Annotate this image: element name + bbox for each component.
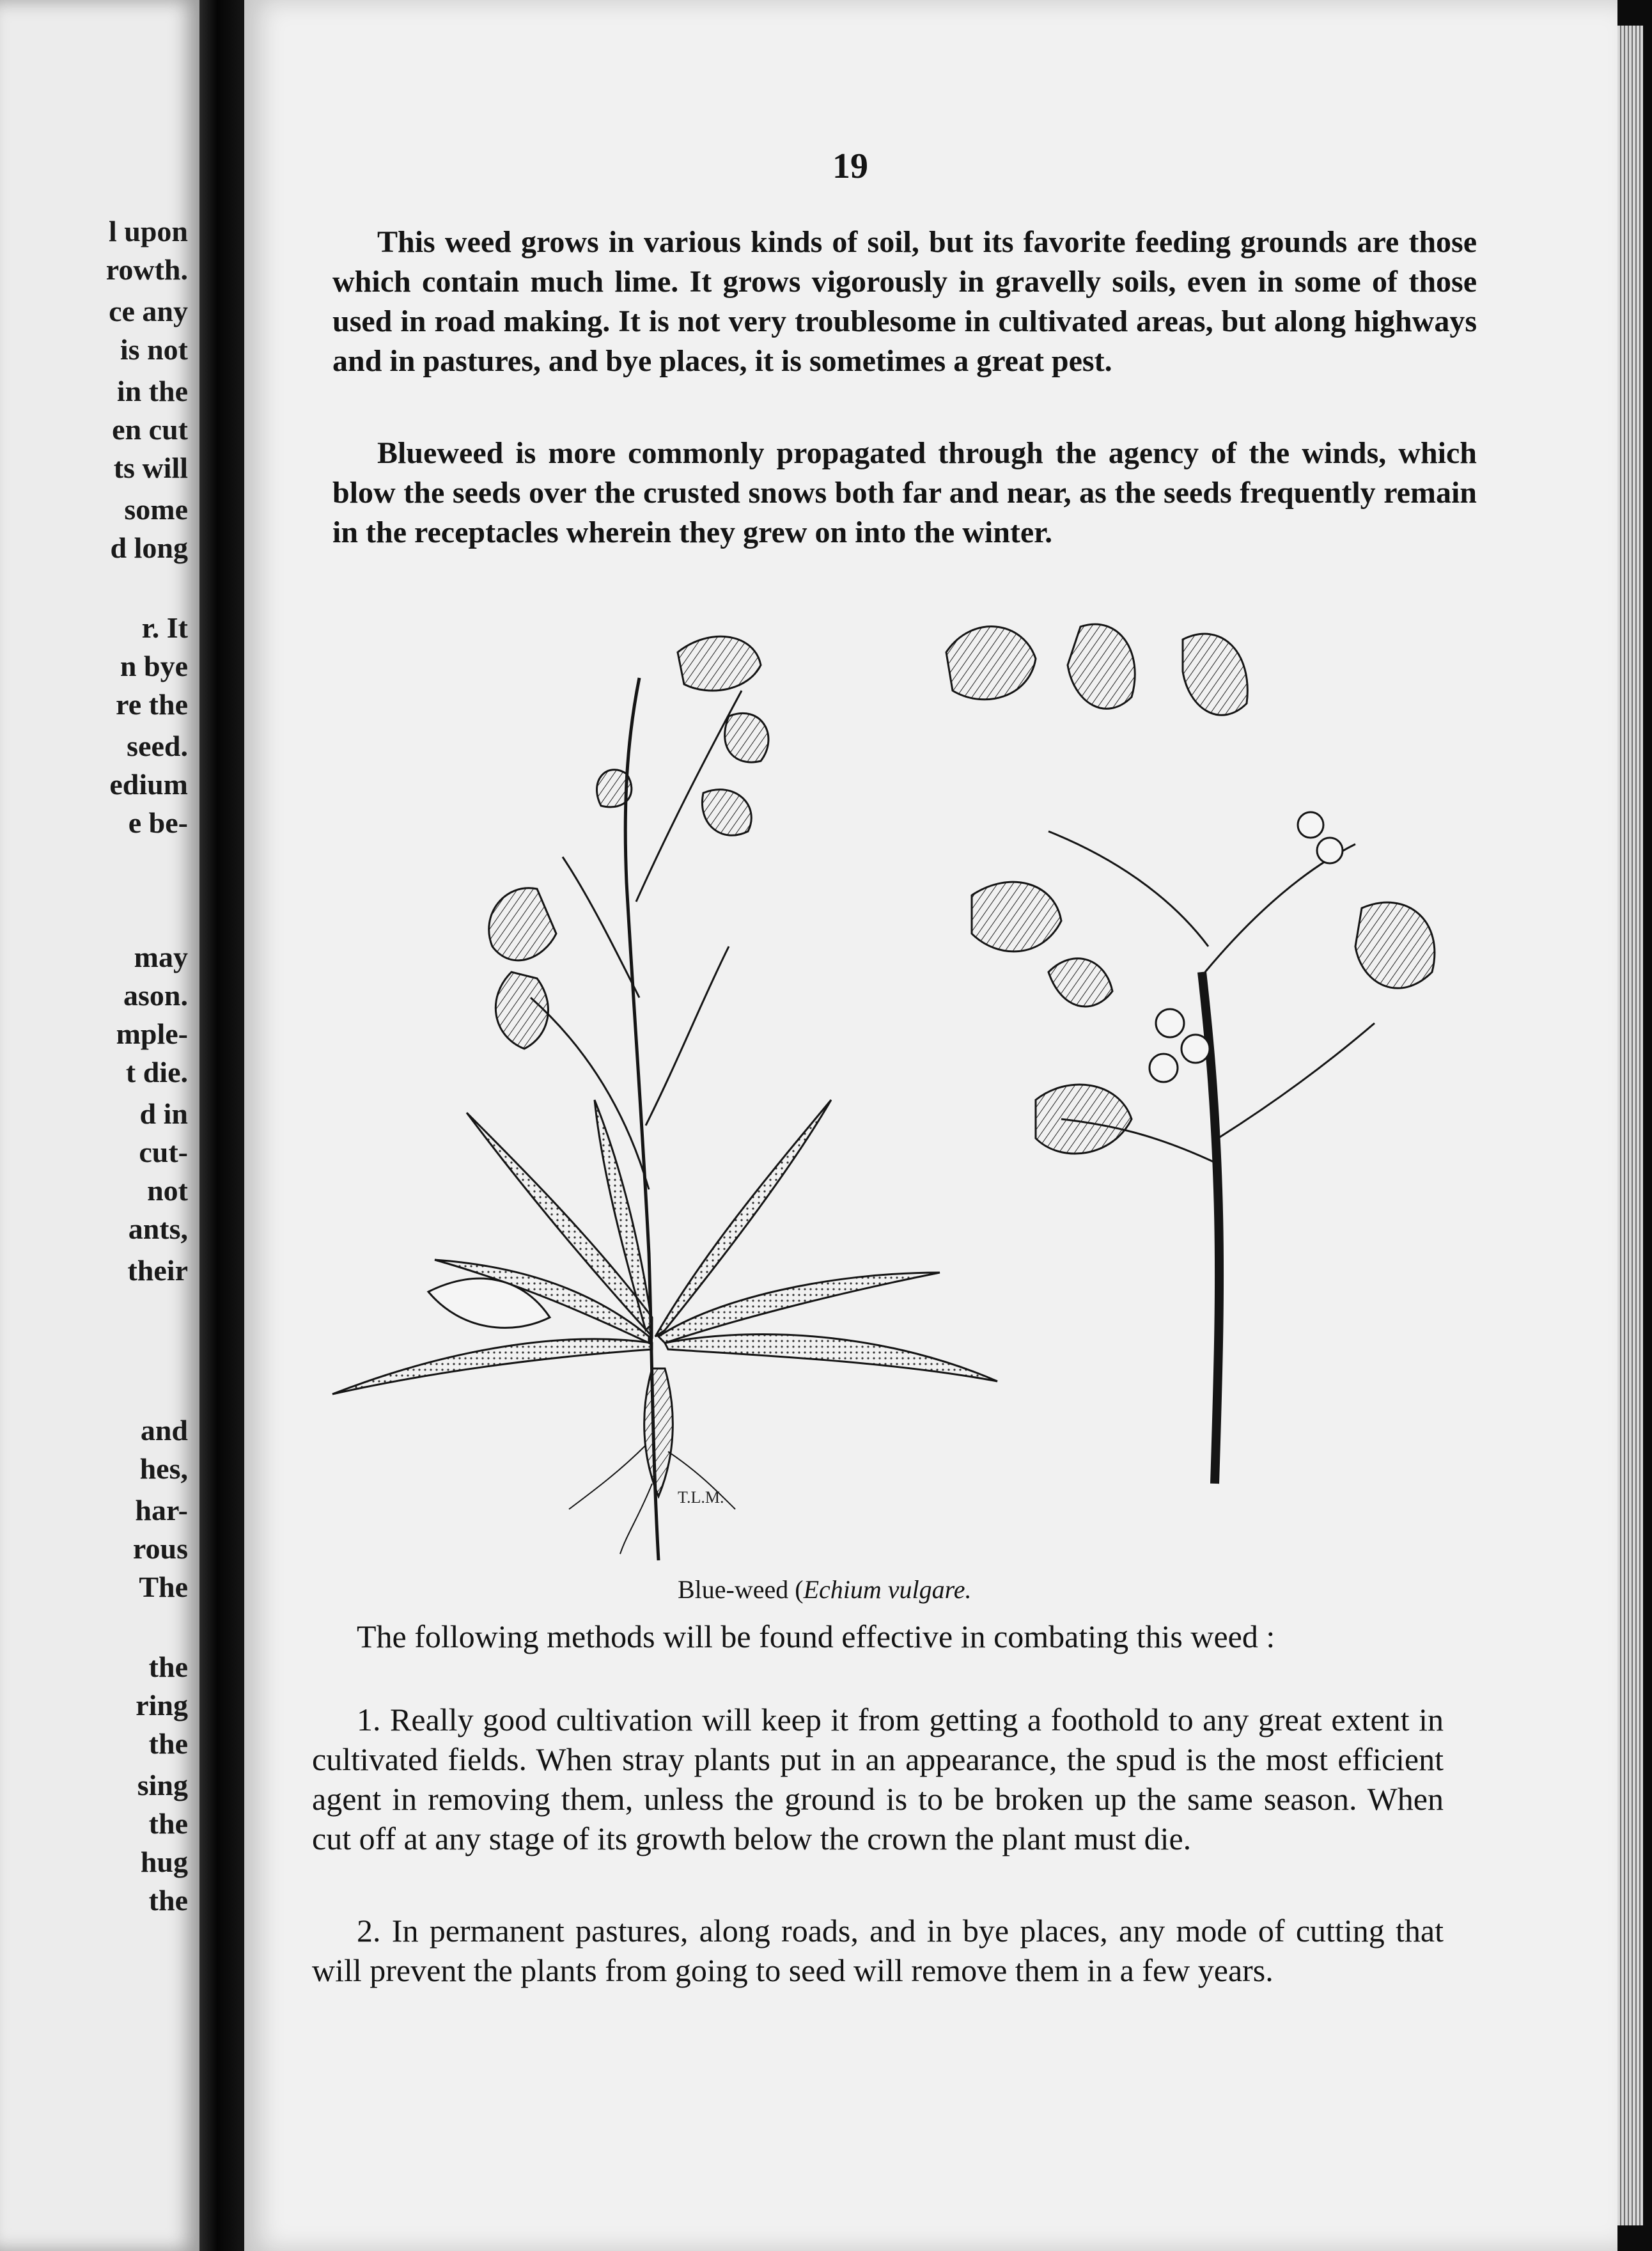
left-page-text-fragment: seed. — [127, 730, 188, 762]
left-page-text-fragment: sing — [137, 1769, 188, 1801]
left-page-text-fragment: in the — [116, 375, 188, 407]
flowering-spike-drawing — [946, 624, 1435, 1484]
left-page-text-fragment: ason. — [123, 979, 188, 1012]
left-page-text-fragment: hug — [140, 1846, 188, 1878]
left-page-text-fragment: the — [148, 1807, 188, 1840]
rosette-plant-drawing — [332, 636, 997, 1560]
left-page-text-fragment: e be- — [128, 806, 188, 839]
left-page-text-fragment: har- — [135, 1494, 188, 1526]
method-2: 2. In permanent pastures, along roads, and in bye places, any mode of cutting that will prevent the plants from going to seed will remove them in a few years. — [312, 1913, 1444, 1988]
left-page-text-fragment: rous — [132, 1532, 188, 1565]
method-1: 1. Really good cultivation will keep it from getting a foothold to any great extent in cultivated fields. When stray plants put in an appearance, the spud is the most efficient agent in removing them, unless the ground is to be broken up the same season. When cut off at any stage of its growth below the crown the plant must die. — [312, 1702, 1444, 1856]
engraver-mark: T.L.M. — [678, 1488, 724, 1507]
left-page-text-fragment: ants, — [128, 1212, 188, 1245]
blueweed-illustration — [320, 614, 1470, 1573]
left-page-text-fragment: hes, — [139, 1452, 188, 1485]
page-edges — [1617, 26, 1643, 2225]
left-page-text-fragment: l upon — [108, 215, 188, 247]
left-page-text-fragment: the — [148, 1884, 188, 1917]
left-page — [0, 0, 199, 2251]
left-page-text-fragment: mple- — [116, 1017, 188, 1050]
methods-intro: The following methods will be found effective in combating this weed : — [357, 1619, 1275, 1654]
left-page-text-fragment: the — [148, 1727, 188, 1760]
left-page-text-fragment: en cut — [112, 413, 188, 446]
left-page-text-fragment: edium — [109, 768, 188, 801]
left-page-text-fragment: The — [139, 1571, 188, 1603]
left-page-text-fragment: the — [148, 1651, 188, 1683]
page-number: 19 — [832, 146, 868, 186]
caption-common-name: Blue-weed ( — [678, 1575, 804, 1604]
left-page-text-fragment: t die. — [125, 1056, 188, 1088]
caption-latin-name: Echium vulgare. — [803, 1575, 972, 1604]
left-page-text-fragment: their — [127, 1254, 188, 1287]
book-spine — [199, 0, 244, 2251]
figure-caption — [678, 1574, 971, 1604]
left-page-text-fragment: d long — [110, 531, 188, 564]
left-page-text-fragment: rowth. — [105, 253, 188, 286]
paragraph-propagation: Blueweed is more commonly propagated through the agency of the winds, which blow the seeds over the crusted snows both far and near, as the seeds frequently remain in the receptacles wherein they grew on into the winter. — [332, 436, 1477, 549]
left-page-text-fragment: ring — [136, 1689, 188, 1722]
left-page-text-fragment: d in — [139, 1097, 188, 1130]
left-page-text-fragment: re the — [116, 688, 188, 721]
left-page-text-fragment: and — [140, 1414, 188, 1447]
left-page-text-fragment: r. It — [141, 611, 188, 644]
left-page-text-fragment: n bye — [120, 650, 188, 682]
left-page-text-fragment: not — [147, 1174, 188, 1207]
left-page-text-fragment: ce any — [109, 295, 188, 327]
paragraph-soil: This weed grows in various kinds of soil, but its favorite feeding grounds are those which contain much lime. It grows vigorously in gravelly soils, even in some of those used in road making. It is not very troublesome in cultivated areas, but along highways and in pastures, and bye places, it is sometimes a great pest. — [332, 225, 1477, 378]
left-page-text-fragment: some — [124, 493, 188, 526]
left-page-text-fragment: cut- — [139, 1136, 188, 1168]
left-page-text-fragment: ts will — [113, 451, 188, 484]
left-page-text-fragment: may — [134, 941, 188, 973]
left-page-text-fragment: is not — [120, 333, 188, 366]
